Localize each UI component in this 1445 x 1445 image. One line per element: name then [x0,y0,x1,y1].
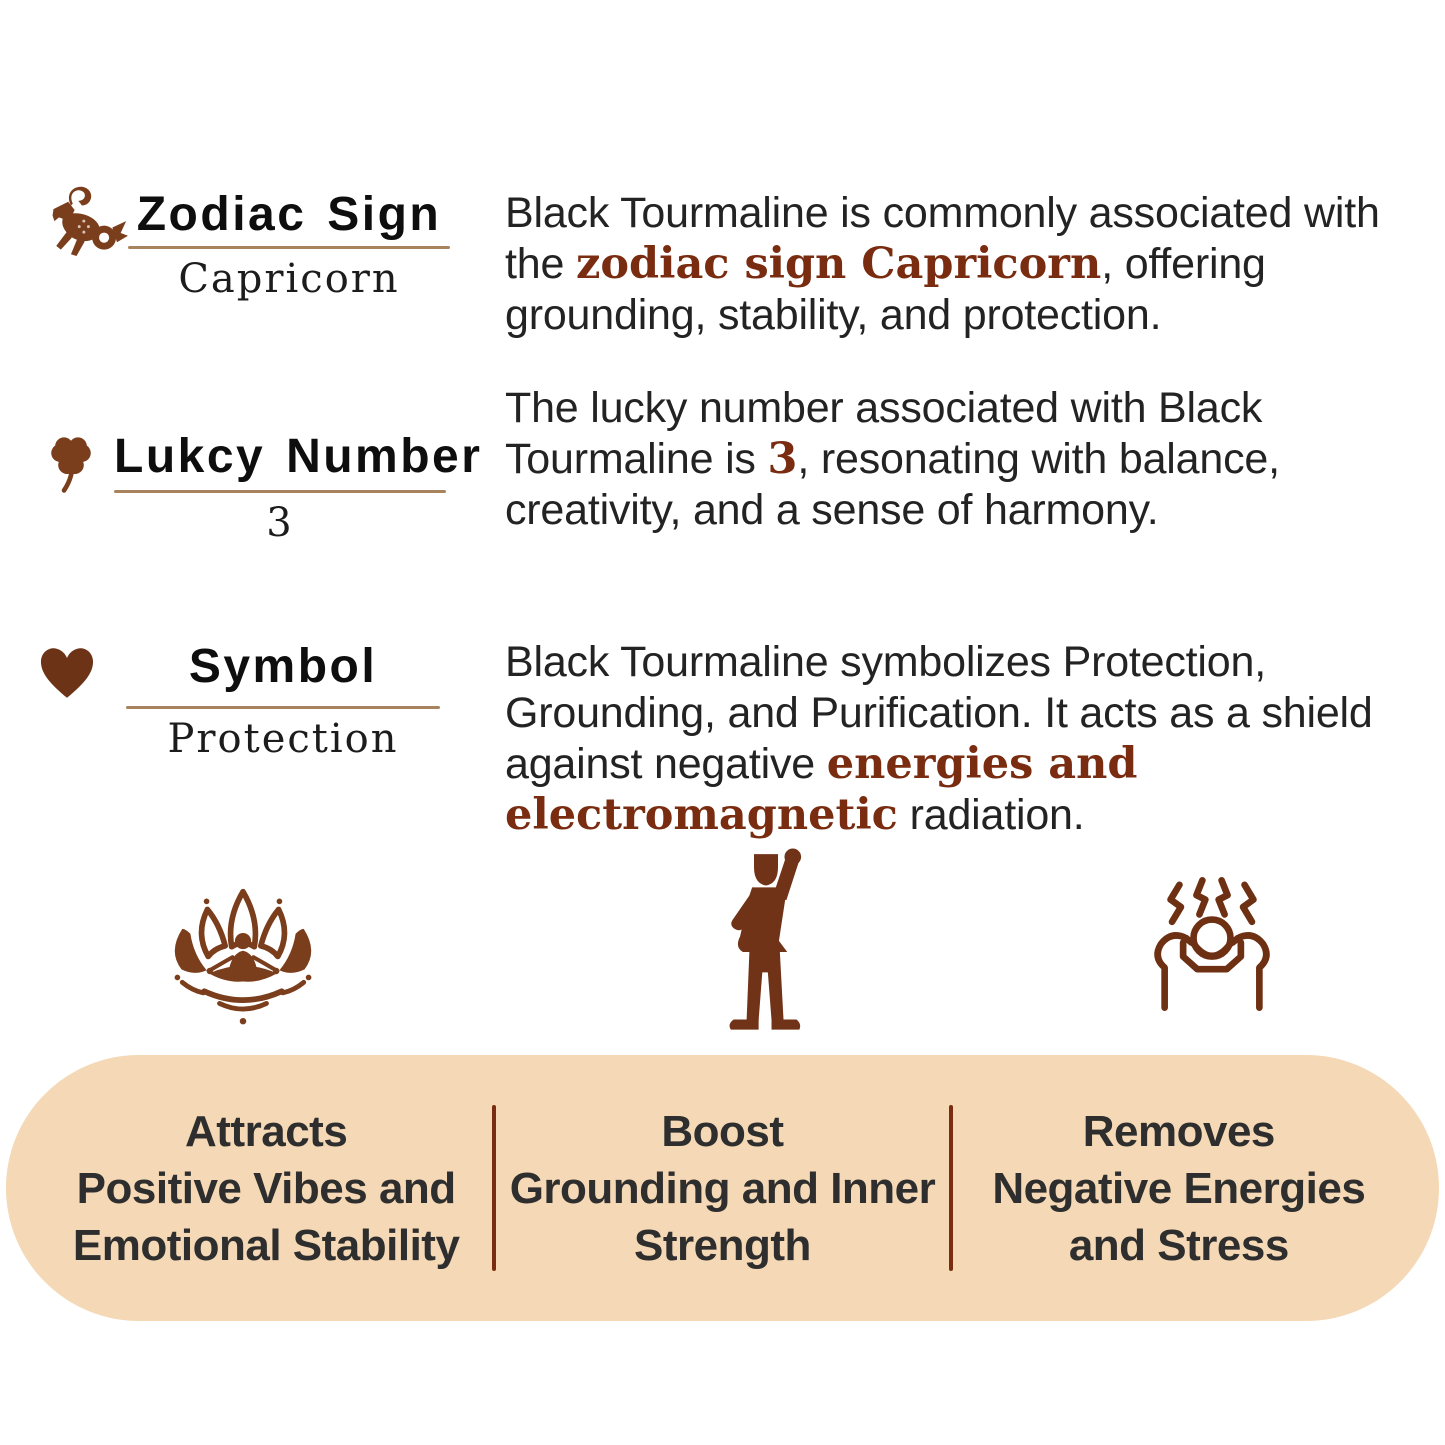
section-zodiac-sign [36,178,450,302]
lucky-number-underline [114,490,446,493]
symbol-underline [126,706,440,709]
paragraph-symbol [505,637,1441,841]
benefit-boost [496,1103,948,1274]
benefit-removes-line3: and Stress [1068,1220,1289,1270]
zodiac-sign-value: Capricorn [178,256,400,302]
symbol-title: Symbol [188,640,378,693]
lucky-number-title: Lukcy Number [114,430,483,483]
paragraph-zodiac-post: , offering grounding, stability, and protection. [505,240,1266,339]
paragraph-symbol-post: radiation. [897,791,1085,839]
paragraph-lucky-pre: The lucky number associated with Black Tourmaline is [505,384,1263,483]
benefit-attracts [40,1103,492,1274]
zodiac-sign-title: Zodiac Sign [136,188,442,241]
stress-head-icon [1138,860,1286,1028]
benefit-removes-line1: Removes [1082,1106,1275,1156]
symbol-value: Protection [167,716,399,762]
benefits-bar [6,1055,1439,1321]
benefit-removes-line2: Negative Energies [992,1163,1366,1213]
shamrock-icon [40,424,102,498]
benefit-removes [953,1103,1405,1274]
benefit-attracts-line1: Attracts [185,1106,348,1156]
paragraph-zodiac [505,188,1441,341]
paragraph-symbol-pre: Black Tourmaline symbolizes Protection, Grounding, and Purification. It acts as a shield against negative [505,638,1373,788]
capricorn-goat-icon [36,180,128,264]
benefit-boost-line2: Grounding and Inner [509,1163,936,1213]
lucky-number-value: 3 [266,500,294,546]
strength-person-icon [702,843,830,1037]
section-lucky-number [40,420,483,546]
paragraph-zodiac-pre: Black Tourmaline is commonly associated with the [505,189,1380,288]
benefit-boost-line1: Boost [661,1106,784,1156]
paragraph-zodiac-accent: zodiac sign Capricorn [575,239,1102,289]
lotus-meditation-icon [158,876,328,1032]
paragraph-lucky-post: , resonating with balance, creativity, and a sense of harmony. [505,435,1280,534]
paragraph-lucky-number [505,383,1441,536]
paragraph-symbol-accent: energies and electromagnetic [505,739,1138,840]
section-symbol [36,634,440,762]
benefit-boost-line3: Strength [634,1220,811,1270]
paragraph-lucky-accent: 3 [767,434,798,484]
benefit-attracts-line2: Positive Vibes and [76,1163,456,1213]
heart-icon [36,644,98,702]
zodiac-underline [128,246,450,249]
benefit-attracts-line3: Emotional Stability [72,1220,460,1270]
